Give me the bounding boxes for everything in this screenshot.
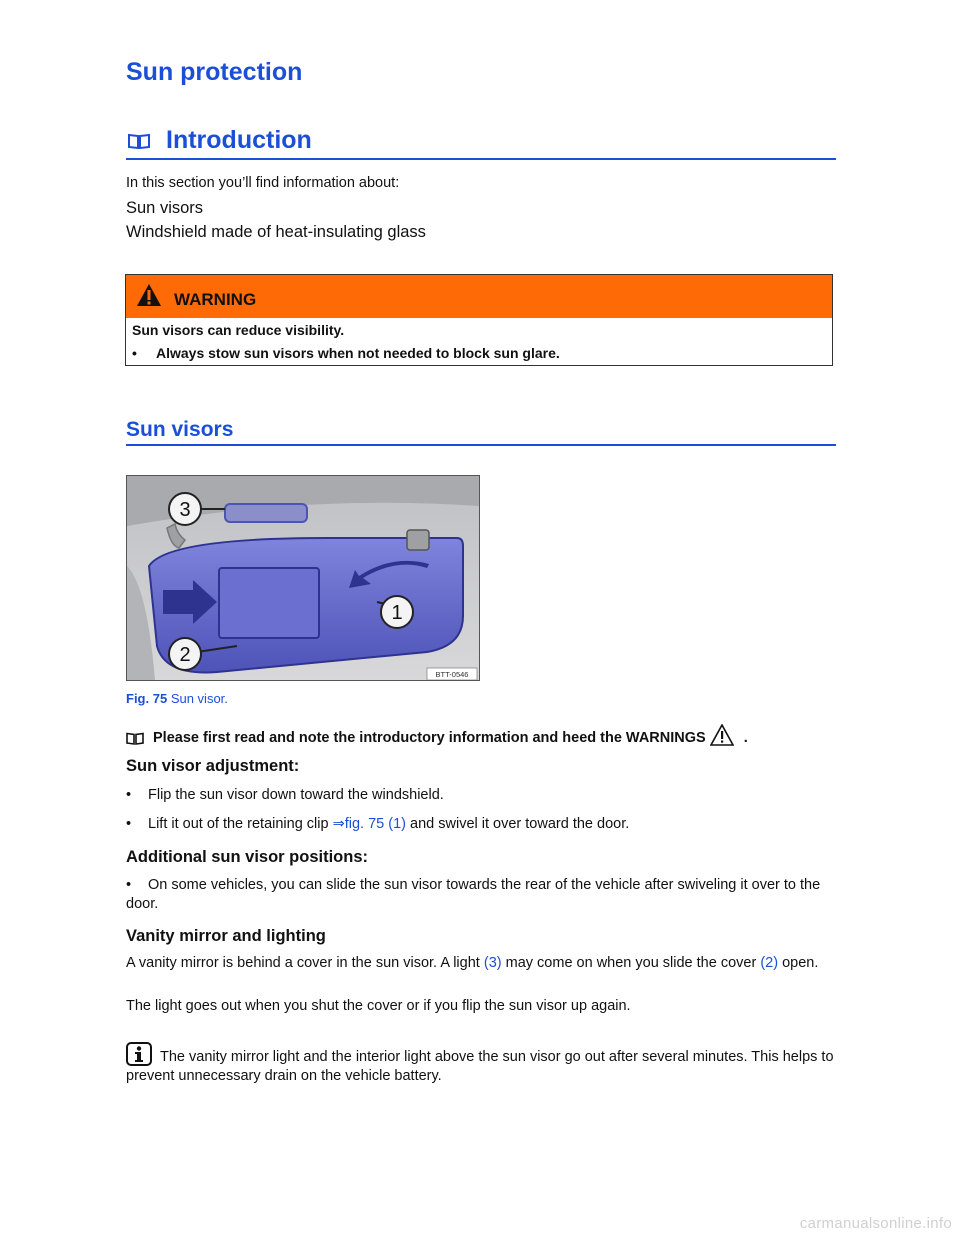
figure-code: BTT-0546 xyxy=(435,670,469,679)
watermark: carmanualsonline.info xyxy=(799,1215,952,1232)
adjustment-item-2-tail: and swivel it over toward the door. xyxy=(410,816,630,832)
figure-caption xyxy=(126,691,228,706)
callout-2-label: 2 xyxy=(179,644,191,666)
sun-visor-figure xyxy=(126,475,480,681)
vanity-paragraph-1 xyxy=(126,954,838,973)
warning-bar xyxy=(126,275,832,318)
vanity-p1-b: may come on when you slide the cover xyxy=(505,955,757,971)
warning-line-1: Sun visors can reduce visibility. xyxy=(132,322,345,338)
ref-2-link[interactable]: (2) xyxy=(760,955,779,971)
info-note-text: The vanity mirror light and the interior light above the sun visor go out after several minutes. This helps to prevent unnecessary drain on the vehicle battery. xyxy=(126,1049,834,1084)
warning-box xyxy=(125,274,833,366)
sun-visors-heading xyxy=(126,418,836,446)
read-note-end: . xyxy=(743,730,748,746)
sun-visor-illustration xyxy=(127,476,479,680)
warning-line-2 xyxy=(132,345,560,361)
vanity-p1-a: A vanity mirror is behind a cover in the sun visor. A light xyxy=(126,955,480,971)
book-icon xyxy=(128,133,150,149)
adjustment-item-2: • Lift it out of the retaining clip ⇒fig. 75 (1) and swivel it over toward the door. xyxy=(126,816,630,832)
fig-75-1-link[interactable]: ⇒fig. 75 (1) xyxy=(332,816,406,832)
read-note-text: Please first read and note the introductory information and heed the WARNINGS xyxy=(153,730,706,746)
sun-visors-title: Sun visors xyxy=(126,418,234,441)
intro-item-windshield[interactable]: Windshield made of heat-insulating glass xyxy=(126,223,426,241)
info-note xyxy=(126,1042,838,1086)
ref-3-link[interactable]: (3) xyxy=(483,955,502,971)
intro-lead: In this section you’ll find information about: xyxy=(126,175,400,191)
vanity-heading: Vanity mirror and lighting xyxy=(126,927,326,945)
read-note xyxy=(126,724,748,746)
book-icon xyxy=(126,732,144,745)
intro-item-sun-visors[interactable]: Sun visors xyxy=(126,199,204,217)
introduction-heading xyxy=(126,126,836,160)
positions-item-text: On some vehicles, you can slide the sun visor towards the rear of the vehicle after swiveling it over to the door. xyxy=(126,877,821,912)
adjustment-heading: Sun visor adjustment: xyxy=(126,757,300,775)
vanity-p1-c: open. xyxy=(782,955,819,971)
warning-triangle-icon xyxy=(136,283,162,307)
info-icon xyxy=(126,1042,152,1066)
positions-heading: Additional sun visor positions: xyxy=(126,848,369,866)
adjustment-item-1: • Flip the sun visor down toward the windshield. xyxy=(126,787,444,803)
figure-caption-number: Fig. 75 xyxy=(126,691,168,706)
positions-item: • On some vehicles, you can slide the sun visor towards the rear of the vehicle after swiveling it over to the door. xyxy=(126,877,821,912)
callout-3-label: 3 xyxy=(179,499,191,521)
introduction-title: Introduction xyxy=(166,126,312,154)
callout-1-label: 1 xyxy=(391,602,403,624)
vanity-paragraph-2: The light goes out when you shut the cover or if you flip the sun visor up again. xyxy=(126,998,631,1014)
page-title: Sun protection xyxy=(126,58,303,86)
figure-caption-text: Sun visor. xyxy=(170,691,228,706)
adjustment-item-2-text: Lift it out of the retaining clip xyxy=(148,816,329,832)
warning-triangle-icon[interactable] xyxy=(710,724,734,746)
warning-line-2-text: Always stow sun visors when not needed to block sun glare. xyxy=(156,345,560,361)
adjustment-item-1-text: Flip the sun visor down toward the windshield. xyxy=(148,787,444,803)
bullet: • xyxy=(132,345,137,361)
warning-label: WARNING xyxy=(174,290,257,309)
